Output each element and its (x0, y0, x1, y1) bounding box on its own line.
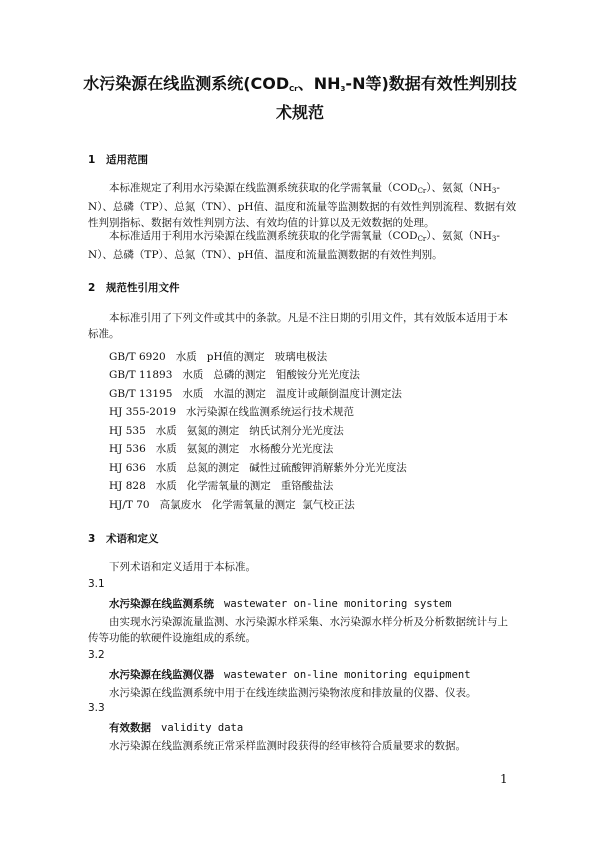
reference-item: HJ 636 水质 总氮的测定 碱性过硫酸钾消解紫外分光光度法 (109, 462, 407, 474)
title-line-1: 水污染源在线监测系统($COD_{Cr}$、$NH_3-N$等)数据有效性判别技 (83, 74, 517, 93)
section-3-heading: 3 术语和定义 (88, 533, 159, 545)
reference-item: HJ/T 70 高氯废水 化学需氧量的测定 氯气校正法 (109, 499, 355, 511)
term-title: 水污染源在线监测仪器 wastewater on-line monitoring equipment (109, 669, 471, 681)
section-2-heading: 2 规范性引用文件 (88, 282, 180, 294)
section-2-intro: 本标准引用了下列文件或其中的条款。凡是不注日期的引用文件，其有效版本适用于本标准。 (88, 312, 508, 340)
term-definition: 由实现水污染源流量监测、水污染源水样采集、水污染源水样分析及分析数据统计与上传等功能的软硬件设施组成的系统。 (88, 616, 508, 644)
reference-item: HJ 828 水质 化学需氧量的测定 重铬酸盐法 (109, 480, 334, 492)
page-number: 1 (500, 772, 508, 786)
reference-item: HJ 355-2019 水污染源在线监测系统运行技术规范 (109, 406, 355, 418)
clause-number: 3.3 (88, 702, 105, 714)
term-title: 水污染源在线监测系统 wastewater on-line monitoring system (109, 598, 452, 610)
section-1-paragraph-2: 本标准适用于利用水污染源在线监测系统获取的化学需氧量$(COD_{Cr})$、氨氮$(NH_3-N)$、总磷（TP）、总氮（TN）、pH值、温度和流量监测数据的有效性判别。 (88, 230, 500, 261)
clause-number: 3.2 (88, 649, 105, 661)
term-definition: 水污染源在线监测系统中用于在线连续监测污染物浓度和排放量的仪器、仪表。 (109, 687, 477, 699)
section-3-intro: 下列术语和定义适用于本标准。 (109, 561, 256, 573)
reference-item: HJ 535 水质 氨氮的测定 纳氏试剂分光光度法 (109, 425, 344, 437)
reference-item: GB/T 6920 水质 pH值的测定 玻璃电极法 (109, 351, 328, 363)
term-title: 有效数据 validity data (109, 722, 244, 734)
title-line-2: 术规范 (275, 103, 324, 122)
clause-number: 3.1 (88, 578, 105, 590)
reference-item: GB/T 13195 水质 水温的测定 温度计或颠倒温度计测定法 (109, 388, 402, 400)
section-1-heading: 1 适用范围 (88, 154, 148, 166)
document-title (60, 72, 540, 125)
term-definition: 水污染源在线监测系统正常采样监测时段获得的经审核符合质量要求的数据。 (109, 740, 466, 752)
section-1-paragraph-1: 本标准规定了利用水污染源在线监测系统获取的化学需氧量$(COD_{Cr})$、氨氮$(NH_3-N)$、总磷（TP）、总氮（TN）、pH值、温度和流量等监测数据的有效性判别流程、数据有效性判别指标、数据有效性判别方法、有效均值的计算以及无效数据的处理。 (88, 182, 517, 229)
reference-item: GB/T 11893 水质 总磷的测定 钼酸铵分光光度法 (109, 369, 360, 381)
reference-item: HJ 536 水质 氨氮的测定 水杨酸分光光度法 (109, 443, 334, 455)
